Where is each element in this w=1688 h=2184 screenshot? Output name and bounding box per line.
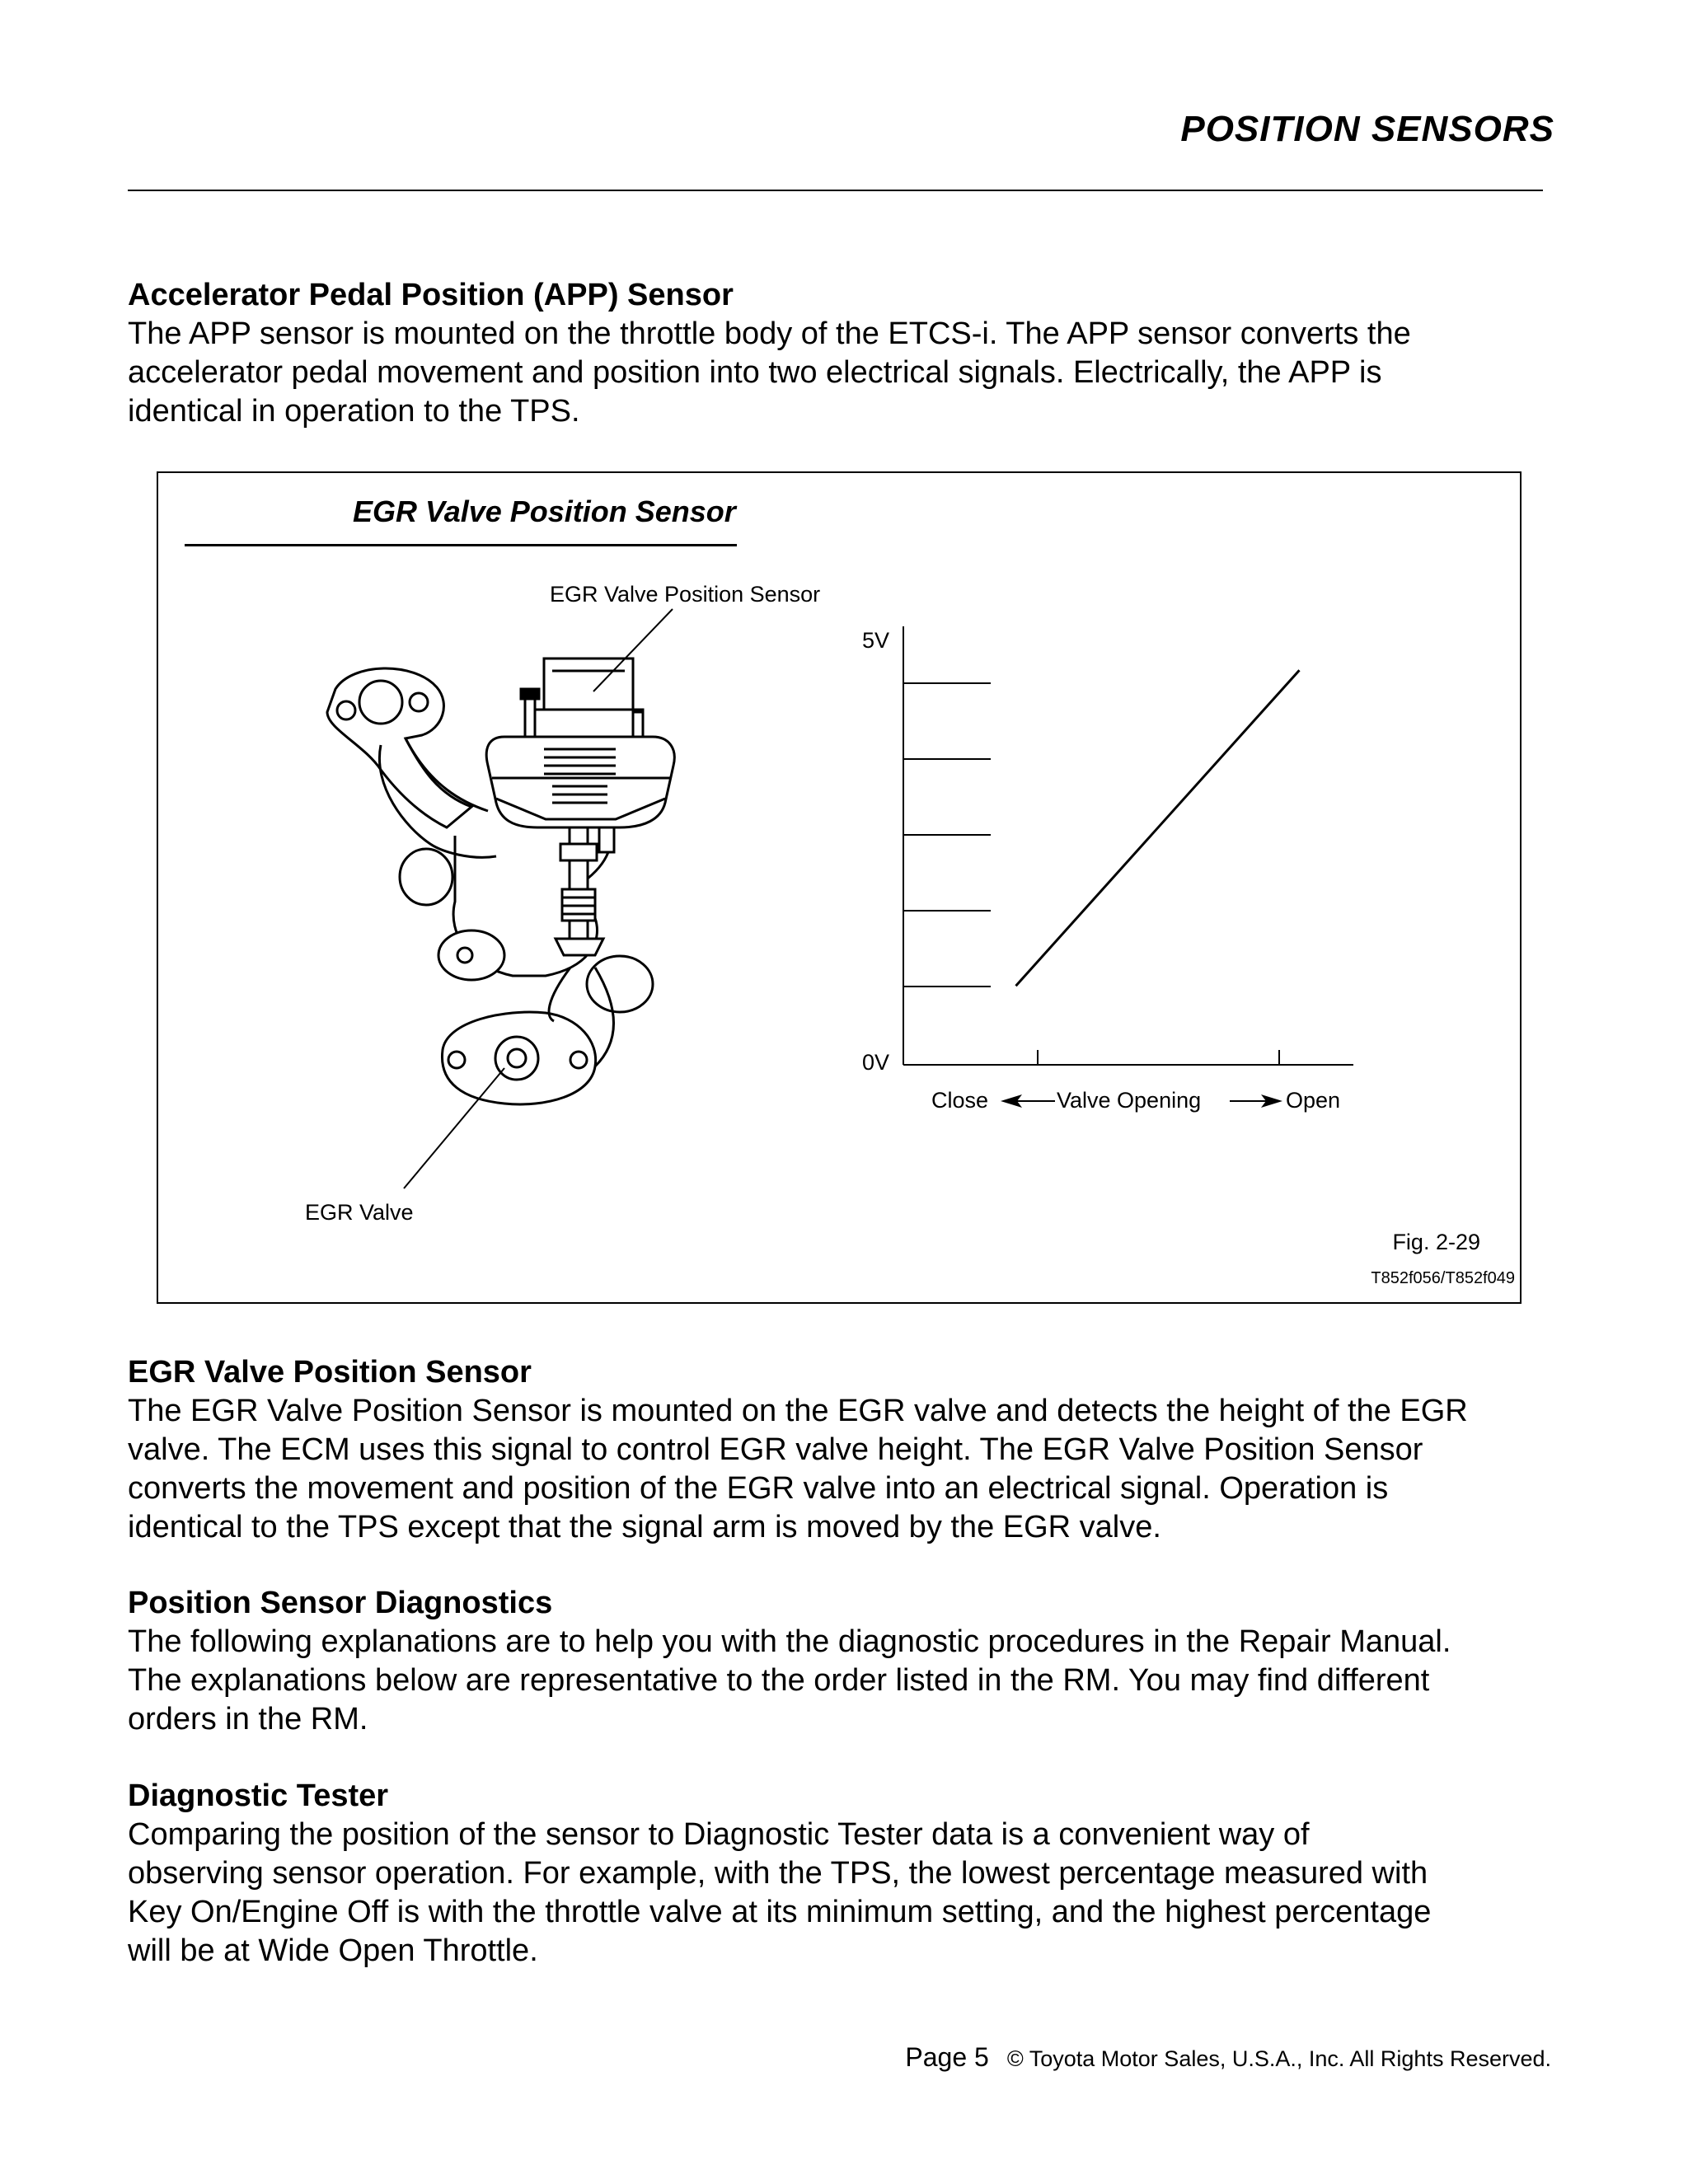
valve-label: EGR Valve	[305, 1200, 414, 1225]
page-footer	[905, 2042, 1551, 2073]
graph-axes	[903, 626, 1353, 1065]
body-line: identical to the TPS except that the signal arm is moved by the EGR valve.	[128, 1510, 1161, 1544]
figure-title: EGR Valve Position Sensor	[353, 494, 736, 528]
x-axis-label-center: Valve Opening	[1057, 1088, 1202, 1113]
section-heading: Accelerator Pedal Position (APP) Sensor	[128, 278, 734, 312]
body-line: valve. The ECM uses this signal to control EGR valve height. The EGR Valve Position Sensor	[128, 1432, 1423, 1467]
y-tick-label-top: 5V	[862, 628, 890, 653]
figure-code: T852f056/T852f049	[1371, 1269, 1515, 1287]
section-heading: Diagnostic Tester	[128, 1779, 389, 1813]
section-egr-sensor	[128, 1353, 1554, 1547]
copyright-notice: © Toyota Motor Sales, U.S.A., Inc. All Rights Reserved.	[1006, 2046, 1551, 2071]
series-line	[1016, 670, 1300, 986]
figure-number: Fig. 2-29	[1392, 1230, 1480, 1254]
body-line: accelerator pedal movement and position into two electrical signals. Electrically, the APP is	[128, 355, 1382, 390]
body-line: The EGR Valve Position Sensor is mounted on the EGR valve and detects the height of the EGR	[128, 1394, 1468, 1428]
section-heading: EGR Valve Position Sensor	[128, 1355, 532, 1390]
arrow-right-icon	[1230, 1094, 1282, 1108]
body-line: will be at Wide Open Throttle.	[128, 1933, 538, 1968]
section-heading: Position Sensor Diagnostics	[128, 1586, 553, 1620]
body-line: The following explanations are to help you with the diagnostic procedures in the Repair Manual.	[128, 1624, 1451, 1659]
arrow-left-icon	[1001, 1094, 1055, 1108]
body-line: observing sensor operation. For example, with the TPS, the lowest percentage measured with	[128, 1856, 1428, 1891]
section-diagnostic-tester	[128, 1777, 1554, 1971]
figure-graphics	[158, 473, 1523, 1305]
page-number: Page 5	[905, 2042, 989, 2072]
x-axis-label-close: Close	[931, 1088, 989, 1113]
sensor-label: EGR Valve Position Sensor	[550, 582, 821, 607]
body-line: Comparing the position of the sensor to Diagnostic Tester data is a convenient way of	[128, 1817, 1310, 1852]
y-tick-label-bottom: 0V	[862, 1050, 890, 1075]
x-axis-label-open: Open	[1286, 1088, 1341, 1113]
section-app-sensor	[128, 276, 1554, 431]
section-diagnostics	[128, 1584, 1554, 1739]
body-line: The APP sensor is mounted on the throttle body of the ETCS-i. The APP sensor converts the	[128, 316, 1411, 351]
body-line: converts the movement and position of the EGR valve into an electrical signal. Operation is	[128, 1471, 1389, 1506]
body-line: The explanations below are representative to the order listed in the RM. You may find different	[128, 1663, 1430, 1698]
body-line: identical in operation to the TPS.	[128, 394, 580, 429]
header-rule	[128, 190, 1543, 191]
egr-figure	[157, 471, 1522, 1304]
body-line: orders in the RM.	[128, 1702, 368, 1736]
page-header-title: POSITION SENSORS	[1180, 109, 1554, 149]
egr-valve-illustration	[327, 658, 674, 1104]
body-line: Key On/Engine Off is with the throttle valve at its minimum setting, and the highest percentage	[128, 1895, 1432, 1929]
